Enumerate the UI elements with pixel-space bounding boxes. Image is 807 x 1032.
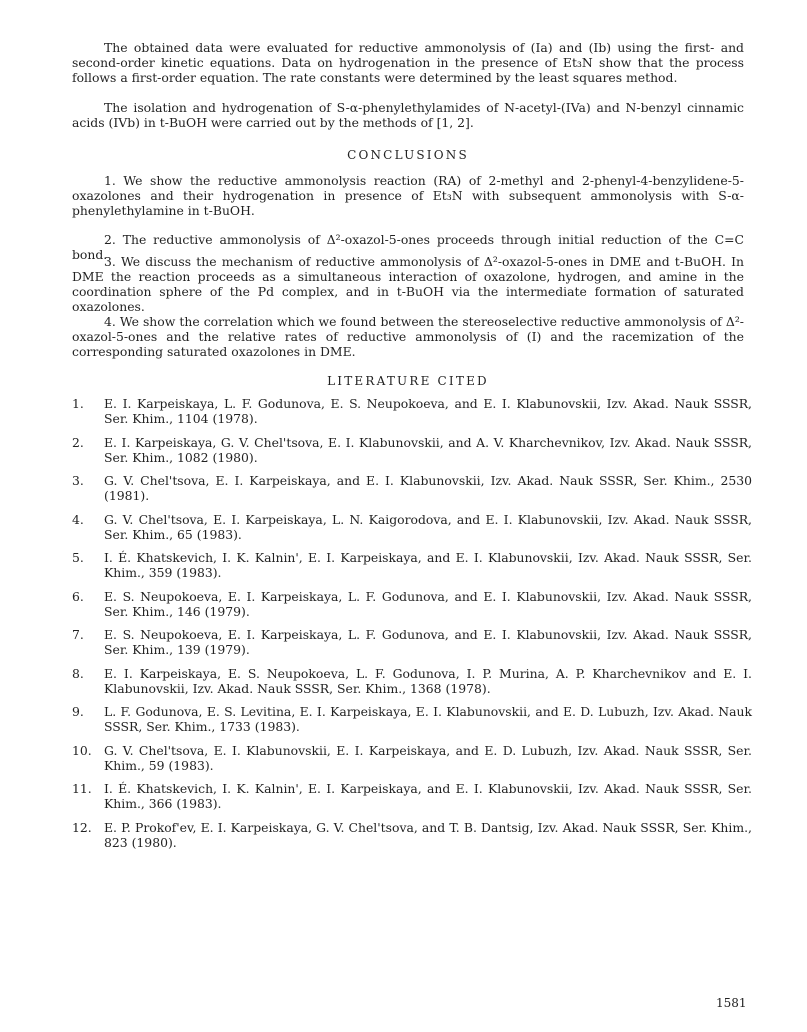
reference-text: E. S. Neupokoeva, E. I. Karpeiskaya, L. F. Godunova, and E. I. Klabunovskii, Izv. Akad. Nauk SSSR, Ser. Khim., 146 (1979).: [104, 588, 752, 619]
reference-item: [72, 512, 752, 542]
reference-number: 4.: [72, 511, 84, 527]
reference-number: 2.: [72, 434, 84, 450]
paragraph-isolation-text: The isolation and hydrogenation of S-α-phenylethylamides of N-acetyl-(IVa) and N-benzyl cinnamic acids (IVb) in t-BuOH were carried out by the methods of [1, 2].: [72, 100, 744, 130]
reference-number: 5.: [72, 550, 84, 565]
conclusion-4: [72, 314, 744, 359]
reference-number: 3.: [72, 473, 84, 488]
reference-item: [72, 820, 752, 850]
conclusion-4-text: 4. We show the correlation which we found between the stereoselective reductive ammonolysis of Δ²-oxazol-5-ones and the relative rates of reductive ammonolysis of (I) and the racemization of the corresponding saturated oxazolones in DME.: [72, 314, 744, 359]
reference-item: [72, 743, 752, 773]
conclusion-1: [72, 173, 744, 218]
reference-text: L. F. Godunova, E. S. Levitina, E. I. Karpeiskaya, E. I. Klabunovskii, and E. D. Lubuzh, Izv. Akad. Nauk SSSR, Ser. Khim., 1733 (1983).: [104, 704, 752, 734]
reference-item: [72, 627, 752, 657]
conclusion-1-text: 1. We show the reductive ammonolysis reaction (RA) of 2-methyl and 2-phenyl-4-benzylidene-5-oxazolones and their hydrogenation in presence of Et₃N with subsequent ammonolysis with S-α-phenylethylamine in t-BuOH.: [72, 173, 744, 218]
conclusion-2-text: 2. The reductive ammonolysis of Δ²-oxazol-5-ones proceeds through initial reduction of the C=C bond.: [72, 232, 744, 262]
reference-text: I. É. Khatskevich, I. K. Kalnin', E. I. Karpeiskaya, and E. I. Klabunovskii, Izv. Akad. Nauk SSSR, Ser. Khim., 359 (1983).: [104, 550, 752, 580]
reference-text: G. V. Chel'tsova, E. I. Karpeiskaya, and E. I. Klabunovskii, Izv. Akad. Nauk SSSR, Ser. Khim., 2530 (1981).: [104, 473, 752, 503]
paragraph-kinetics: [72, 40, 744, 85]
reference-item: [72, 781, 752, 811]
reference-text: G. V. Chel'tsova, E. I. Klabunovskii, E. I. Karpeiskaya, and E. D. Lubuzh, Izv. Akad. Nauk SSSR, Ser. Khim., 59 (1983).: [104, 742, 752, 773]
reference-number: 8.: [72, 665, 84, 681]
reference-text: E. I. Karpeiskaya, G. V. Chel'tsova, E. I. Klabunovskii, and A. V. Kharchevnikov, Izv. Akad. Nauk SSSR, Ser. Khim., 1082 (1980).: [104, 434, 752, 465]
reference-item: [72, 473, 752, 503]
reference-number: 9.: [72, 704, 84, 719]
reference-number: 11.: [72, 781, 92, 796]
paragraph-isolation: [72, 100, 744, 130]
reference-text: E. I. Karpeiskaya, L. F. Godunova, E. S. Neupokoeva, and E. I. Klabunovskii, Izv. Akad. Nauk SSSR, Ser. Khim., 1104 (1978).: [104, 396, 752, 426]
paragraph-kinetics-text: The obtained data were evaluated for reductive ammonolysis of (Ia) and (Ib) using the first- and second-order kinetic equations. Data on hydrogenation in the presence of Et₃N show that the process follows a first-order equation. The rate constants were determined by the least squares method.: [72, 40, 744, 85]
reference-item: [72, 704, 752, 734]
reference-text: G. V. Chel'tsova, E. I. Karpeiskaya, L. N. Kaigorodova, and E. I. Klabunovskii, Izv. Akad. Nauk SSSR, Ser. Khim., 65 (1983).: [104, 511, 752, 542]
page-number: 1581: [716, 996, 747, 1010]
reference-number: 10.: [72, 742, 92, 758]
reference-text: E. P. Prokof'ev, E. I. Karpeiskaya, G. V. Chel'tsova, and T. B. Dantsig, Izv. Akad. Nauk SSSR, Ser. Khim., 823 (1980).: [104, 819, 752, 850]
reference-text: E. I. Karpeiskaya, E. S. Neupokoeva, L. F. Godunova, I. P. Murina, A. P. Kharchevnikov and E. I. Klabunovskii, Izv. Akad. Nauk SSSR, Ser. Khim., 1368 (1978).: [104, 665, 752, 696]
reference-number: 1.: [72, 396, 84, 411]
reference-item: [72, 589, 752, 619]
reference-item: [72, 666, 752, 696]
reference-text: E. S. Neupokoeva, E. I. Karpeiskaya, L. F. Godunova, and E. I. Klabunovskii, Izv. Akad. Nauk SSSR, Ser. Khim., 139 (1979).: [104, 627, 752, 657]
reference-item: [72, 396, 752, 426]
reference-text: I. É. Khatskevich, I. K. Kalnin', E. I. Karpeiskaya, and E. I. Klabunovskii, Izv. Akad. Nauk SSSR, Ser. Khim., 366 (1983).: [104, 781, 752, 811]
conclusions-heading: CONCLUSIONS: [347, 148, 469, 162]
literature-heading: LITERATURE CITED: [327, 374, 489, 388]
reference-number: 12.: [72, 819, 92, 835]
reference-item: [72, 550, 752, 580]
conclusion-3: [72, 254, 744, 314]
reference-number: 6.: [72, 588, 84, 604]
reference-list: [72, 396, 752, 858]
reference-item: [72, 435, 752, 465]
reference-number: 7.: [72, 627, 84, 642]
conclusion-3-text: 3. We discuss the mechanism of reductive ammonolysis of Δ²-oxazol-5-ones in DME and t-BuOH. In DME the reaction proceeds as a simultaneous interaction of oxazolone, hydrogen, and amine in the coordination sphere of the Pd complex, and in t-BuOH via the intermediate formation of saturated oxazolones.: [72, 254, 744, 314]
